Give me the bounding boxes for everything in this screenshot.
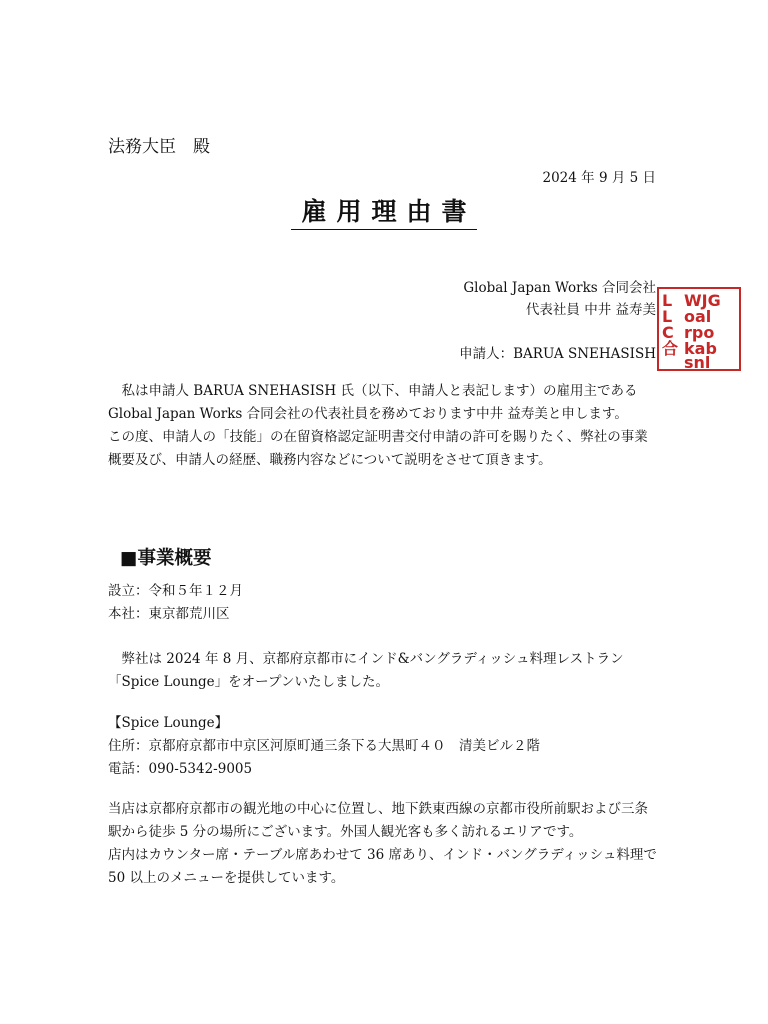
description-line: 店内はカウンター席・テーブル席あわせて 36 席あり、インド・バングラディッシュ料理で 50 以上のメニューを提供しています。 — [108, 847, 657, 886]
store-description — [108, 798, 658, 890]
established-date: 設立：令和５年１２月 — [108, 583, 243, 599]
store-phone: 電話：090-5342-9005 — [108, 761, 253, 777]
svg-text:C: C — [662, 323, 674, 342]
addressee: 法務大臣 殿 — [108, 137, 210, 157]
intro-paragraph — [108, 380, 658, 472]
company-seal-stamp — [656, 286, 742, 372]
description-line: 当店は京都府京都市の観光地の中心に位置し、地下鉄東西線の京都市役所前駅および三条駅から徒歩 5 分の場所にございます。外国人観光客も多く訪れるエリアです。 — [108, 801, 648, 840]
applicant-name: 申請人：BARUA SNEHASISH — [459, 346, 656, 362]
document-date: 2024 年 9 月 5 日 — [542, 170, 656, 186]
document-title — [0, 192, 768, 230]
svg-text:L: L — [662, 291, 673, 310]
store-name: 【Spice Lounge】 — [108, 715, 229, 731]
svg-text:rpo: rpo — [684, 323, 715, 342]
svg-text:snl: snl — [684, 353, 711, 372]
svg-text:WJG: WJG — [684, 291, 721, 310]
document-title-text: 雇用理由書 — [291, 192, 476, 230]
svg-text:L: L — [662, 307, 673, 326]
section-heading-business: ■事業概要 — [120, 548, 212, 569]
intro-line: この度、申請人の「技能」の在留資格認定証明書交付申請の許可を賜りたく、弊社の事業概要及び、申請人の経歴、職務内容などについて説明をさせて頂きます。 — [108, 429, 648, 468]
representative-name: 代表社員 中井 益寿美 — [525, 302, 656, 318]
store-address: 住所：京都府京都市中京区河原町通三条下る大黒町４０ 清美ビル２階 — [108, 738, 540, 754]
svg-text:kab: kab — [684, 339, 717, 358]
intro-line: 私は申請人 BARUA SNEHASISH 氏（以下、申請人と表記します）の雇用主である Global Japan Works 合同会社の代表社員を務めております中井 益寿美と申します。 — [108, 383, 638, 422]
company-name: Global Japan Works 合同会社 — [463, 280, 656, 296]
svg-text:合: 合 — [662, 339, 679, 358]
headquarters-location: 本社：東京都荒川区 — [108, 606, 230, 622]
opening-text: 弊社は 2024 年 8 月、京都府京都市にインド&バングラディッシュ料理レストラン「Spice Lounge」をオープンいたしました。 — [108, 651, 624, 690]
svg-text:oal: oal — [684, 307, 712, 326]
opening-paragraph — [108, 648, 658, 694]
